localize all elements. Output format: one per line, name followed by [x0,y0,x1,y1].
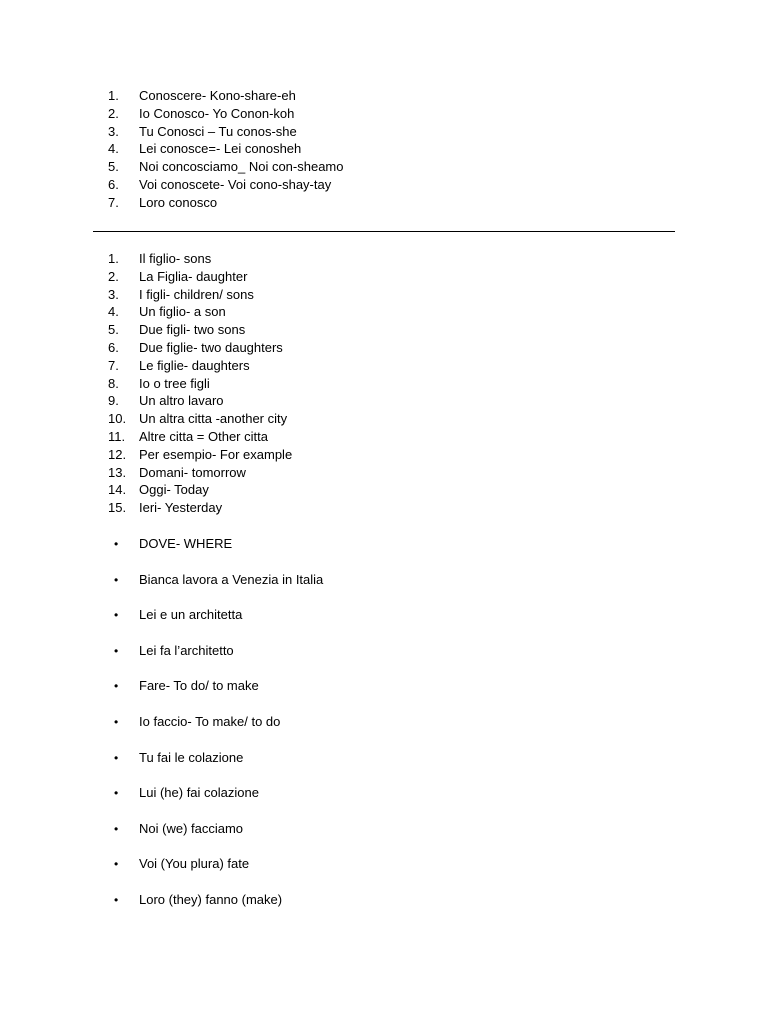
list-text: Io Conosco- Yo Conon-koh [139,105,295,121]
list-number: 7. [108,194,119,210]
bullet-text: DOVE- WHERE [139,536,233,551]
list-item [0,339,768,357]
list-text: Domani- tomorrow [139,464,246,480]
bullet-text: Bianca lavora a Venezia in Italia [139,571,324,587]
bullet-icon: • [114,750,119,765]
bullet-icon: • [114,714,119,729]
list-number: 13. [108,464,127,480]
list-item [0,158,768,176]
bullet-item [0,820,768,856]
list-number: 1. [108,251,119,266]
bullet-icon: • [114,572,119,587]
conoscere-conjugation-list [0,87,768,212]
list-number: 9. [108,393,119,409]
list-text: I figli- children/ sons [139,286,254,302]
list-number: 7. [108,357,119,373]
bullet-item [0,784,768,820]
list-number: 3. [108,286,119,302]
list-text: Tu Conosci – Tu conos-she [139,123,297,139]
bullet-item [0,535,768,571]
list-item [0,140,768,158]
bullet-icon: • [114,679,119,694]
list-number: 4. [108,304,119,320]
list-text: Un altra citta -another city [139,411,288,427]
bullet-text: Noi (we) facciamo [139,820,244,836]
list-item [0,321,768,339]
bullet-item [0,713,768,749]
bullet-item [0,855,768,891]
bullet-item [0,891,768,927]
list-item [0,464,768,482]
list-text: Conoscere- Kono-share-eh [139,88,296,103]
bullet-text: Io faccio- To make/ to do [139,713,281,729]
list-item [0,268,768,286]
list-number: 8. [108,375,119,391]
list-item [0,375,768,393]
list-text: Un altro lavaro [139,393,224,409]
list-text: Due figlie- two daughters [139,339,283,355]
list-number: 14. [108,482,127,498]
list-item [0,123,768,141]
bullet-text: Voi (You plura) fate [139,856,250,872]
list-number: 5. [108,159,119,175]
list-text: Altre citta = Other citta [139,428,268,444]
bullet-item [0,749,768,785]
list-text: Lei conosce=- Lei conosheh [139,141,302,157]
bullet-text: Lei e un architetta [139,607,243,623]
list-number: 5. [108,322,119,338]
list-number: 2. [108,268,119,284]
bullet-icon: • [114,857,119,872]
list-text: Io o tree figli [139,375,210,391]
vocabulary-list [0,250,768,517]
bullet-text: Lei fa l’architetto [139,642,234,658]
bullet-notes-list [0,535,768,927]
list-item [0,250,768,268]
list-number: 4. [108,141,119,157]
bullet-icon: • [114,786,119,801]
bullet-text: Tu fai le colazione [139,749,244,765]
list-text: Noi concosciamo_ Noi con-sheamo [139,159,344,175]
list-item [0,481,768,499]
list-item [0,446,768,464]
list-item [0,428,768,446]
list-number: 2. [108,105,119,121]
bullet-item [0,642,768,678]
list-number: 6. [108,176,119,192]
list-item [0,392,768,410]
list-text: La Figlia- daughter [139,268,248,284]
list-number: 6. [108,339,119,355]
list-text: Il figlio- sons [139,251,212,266]
list-item [0,410,768,428]
list-item [0,176,768,194]
list-item [0,87,768,105]
list-text: Un figlio- a son [139,304,226,320]
list-number: 10. [108,411,127,427]
list-text: Due figli- two sons [139,322,246,338]
bullet-icon: • [114,537,119,551]
list-item [0,105,768,123]
list-item [0,499,768,517]
bullet-text: Loro (they) fanno (make) [139,891,283,907]
list-text: Oggi- Today [139,482,209,498]
list-item [0,357,768,375]
list-text: Loro conosco [139,194,218,210]
list-number: 11. [108,428,126,444]
list-item [0,303,768,321]
list-text: Le figlie- daughters [139,357,250,373]
bullet-item [0,571,768,607]
bullet-item [0,606,768,642]
horizontal-divider [93,231,675,232]
list-number: 1. [108,88,119,103]
list-item [0,194,768,212]
bullet-text: Fare- To do/ to make [139,678,259,694]
bullet-icon: • [114,643,119,658]
list-item [0,286,768,304]
list-number: 3. [108,123,119,139]
bullet-item [0,677,768,713]
list-number: 12. [108,446,127,462]
list-text: Per esempio- For example [139,446,293,462]
bullet-icon: • [114,821,119,836]
bullet-icon: • [114,892,119,907]
list-number: 15. [108,500,127,516]
list-text: Ieri- Yesterday [139,500,223,516]
bullet-text: Lui (he) fai colazione [139,785,259,801]
bullet-icon: • [114,608,119,623]
list-text: Voi conoscete- Voi cono-shay-tay [139,176,332,192]
